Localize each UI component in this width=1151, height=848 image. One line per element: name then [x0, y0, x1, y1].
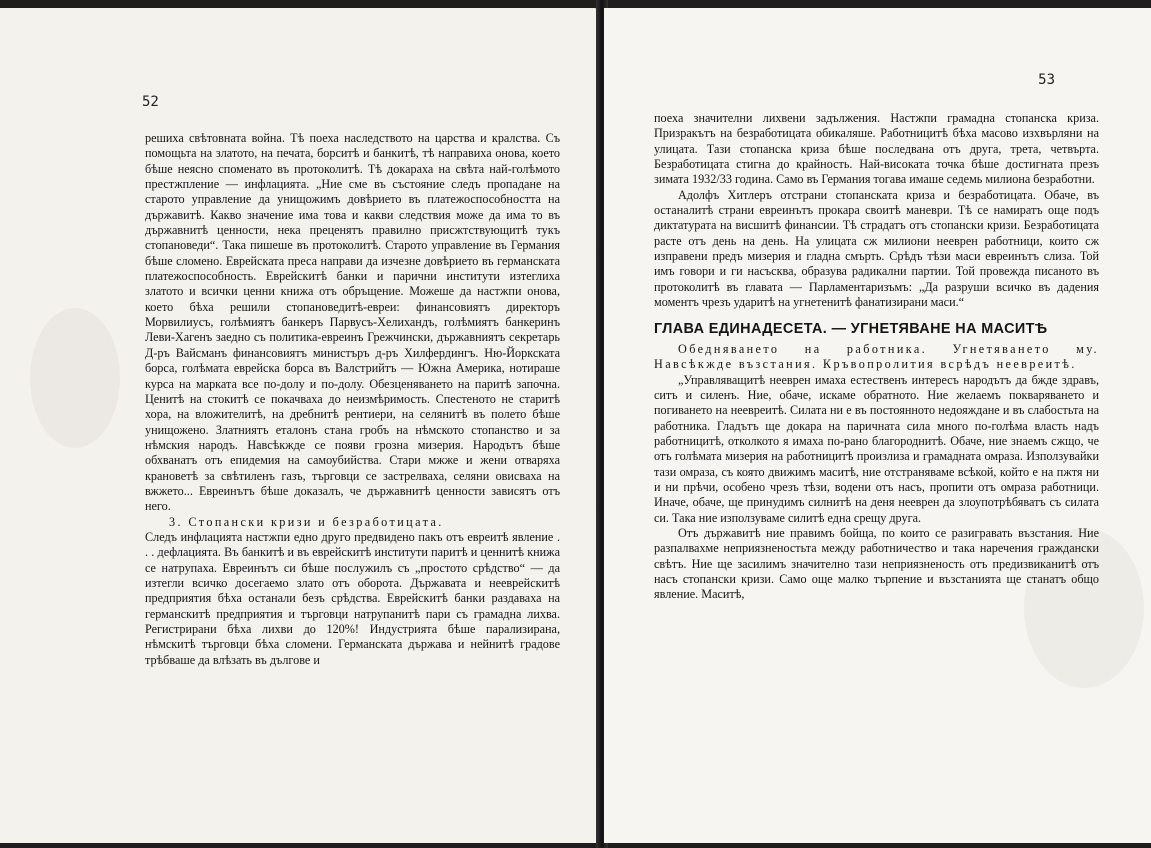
body-paragraph: Следъ инфлацията настжпи едно друго предвидено пакъ отъ евреитѣ явление . . . дефлацията. Въ банкитѣ и въ еврейскитѣ институти паритѣ и ценнитѣ книжа се натрупаха. Евреинътъ си бѣше послужилъ съ „простото срѣдство“ — да изтегли всичко досегаемо злато отъ оборота. Държавата и нееврейскитѣ предприятия бѣха останали безъ срѣдства. Еврейскитѣ банки раздаваха на германскитѣ предприятия и търговци натрупанитѣ пари съ грамадна лихва. Регистрирани бѣха лихви до 120%! Индустрията бѣше парализирана, нѣмскитѣ търговци бѣха сломени. Германската държава и нейнитѣ градове трѣбваше да влѣзать въ дългове и: [145, 529, 560, 667]
left-page-text: [145, 131, 560, 668]
chapter-title: ГЛАВА ЕДИНАДЕСЕТА. — УГНЕТЯВАНЕ НА МАСИТѢ: [654, 321, 1048, 338]
section-title: 3. Стопански кризи и безработицата.: [169, 514, 444, 529]
quote-paragraph: „Управляващитѣ нееврен имаха естественъ интересъ народътъ да бжде здравъ, ситъ и силенъ. Ние, обаче, искаме обратното. Ние желаемъ покваряването и погиването на неевреитѣ. Силата ни е въ постоянното недояждане и въ слабостьта на работника. Гладътъ ще докара на паричната сила много по-голѣма власть надъ работницитѣ, отколкото я имаха по-рано благороднитѣ. Обаче, ние знаемъ сжщо, че отъ голѣмата мизерия на работницитѣ произлиза и грамадната омраза. Използувайки тази омраза, съ която движимъ маситѣ, ние отстраняваме всѣкой, който е на пжтя ни и ни прѣчи, особено чрезъ тѣзи, водени отъ насъ, пропити отъ омраза работници. Иначе, обаче, ще принудимъ силнитѣ на деня нееврен да злоупотрѣбяватъ съ силата си. Така ние използуваме силитѣ една срещу друга.: [654, 372, 1099, 525]
right-page-text: [654, 111, 1099, 603]
right-page: [604, 8, 1151, 843]
paper-stain: [30, 308, 120, 448]
body-paragraph: Отъ държавитѣ ние правимъ бойща, по които се разигравать възстания. Ние разпалвахме неприязненостьта между работничество и така наречения граждански свѣтъ. Ние ще засилимъ значително тази неприязненость отъ предизвиканитѣ отъ насъ стопански кризи. Само още малко търпение и възстанията ще станатъ общо явление. Маситѣ,: [654, 525, 1099, 602]
chapter-subtitle: Обедняването на работника. Угнетяването му. Навсѣкжде възстания. Кръвопролития всрѣдъ неевреитѣ.: [654, 341, 1099, 372]
body-paragraph: решиха свѣтовната война. Тѣ поеха наследството на царства и кралства. Съ помощьта на златото, на печата, борситѣ и банкитѣ, тѣ направиха онова, което бѣше неясно споменато въ протоколитѣ. Тѣ докараха на свѣта най-голѣмото престжпление — инфлацията. „Ние сме въ състояние следъ пропадане на старото управление да унищожимъ довѣрието въ платежоспособността на държавитѣ. Какво значение има това и какви следствия може да има то въ държавнитѣ ценности, нека преценятъ правилно присжтствующитѣ тукъ стопановеди“. Така пишеше въ протоколитѣ. Старото управление въ Германия бѣше сломено. Еврейската преса направи да изчезне довѣрието въ германската платежоспособность. Еврейскитѣ банки и парични институти изтеглиха златото и всички ценни книжа отъ обръщение. Можеше да настжпи онова, което бѣха решили стопановедитѣ-евреи: финансовиятъ директоръ Морвилиусъ, голѣмиятъ банкеръ Парвусъ-Хелихандъ, голѣмиятъ банкеринъ Леви-Хагенъ заедно съ политика-евреинъ Грежчински, държавниятъ секретарь Д-ръ Вайсманъ финансовиятъ министъръ д-ръ Хилфердингъ. Ню-Йоркската борса, голѣмата еврейска борса въ Валстрийтъ — Южна Америка, нотираше курса на марката все по-долу и по-долу. Обезценяването на паритѣ започна. Ценитѣ на стокитѣ се покачваха до неизмѣримость. Спестеното не старитѣ хора, на вложителитѣ, на дребнитѣ рентиери, на селянитѣ въ полето бѣше унищожено. Златниятъ еталонъ стана гробъ на нѣмското стопанство и за нѣмския народъ. Навсѣкжде се появи грозна мизерия. Народътъ бѣше обхванатъ отъ епидемия на самоубийства. Стари мжже и жени отваряха крановетѣ за свѣтиленъ газъ, търговци се застрелваха, селяни овисваха на вжжето... Евреинътъ бѣше доказалъ, че държавнитѣ ценности зависятъ отъ него.: [145, 131, 560, 514]
left-page: [0, 8, 600, 843]
page-number: 53: [1038, 72, 1055, 88]
body-paragraph: поеха значителни лихвени задължения. Настжпи грамадна стопанска криза. Призракътъ на безработицата обикаляше. Работницитѣ бѣха масово изхвърляни на улицата. Тази стопанска криза бѣше последвана отъ друга, трета, четвърта. Безработицата стигна до крайность. Най-високата точка бѣше достигната презъ зимата 1932/33 година. Само въ Германия тогава имаше седемь милиона безработни.: [654, 111, 1099, 187]
body-paragraph: Адолфъ Хитлеръ отстрани стопанската криза и безработицата. Обаче, въ останалитѣ страни евреинътъ прокара своитѣ маневри. Тѣ се намиратъ още подъ диктатурата на висшитѣ финансии. Тѣ страдатъ отъ стопански кризи. Безработицата расте отъ день на день. На улицата сж милиони нееврен работници, които сж изправени предъ мизерия и гладна смърть. Срѣдъ тѣзи маси евреинътъ слиза. Той имъ говори и ги насъсква, образува радикални партии. Той провежда писаното въ протоколитѣ въ главата — Парламентаризъмъ: „Да разруши всичко въ дадения моментъ чрезъ ударитѣ на угнетенитѣ фанатизирани маси.“: [654, 187, 1099, 310]
page-number: 52: [142, 94, 159, 110]
